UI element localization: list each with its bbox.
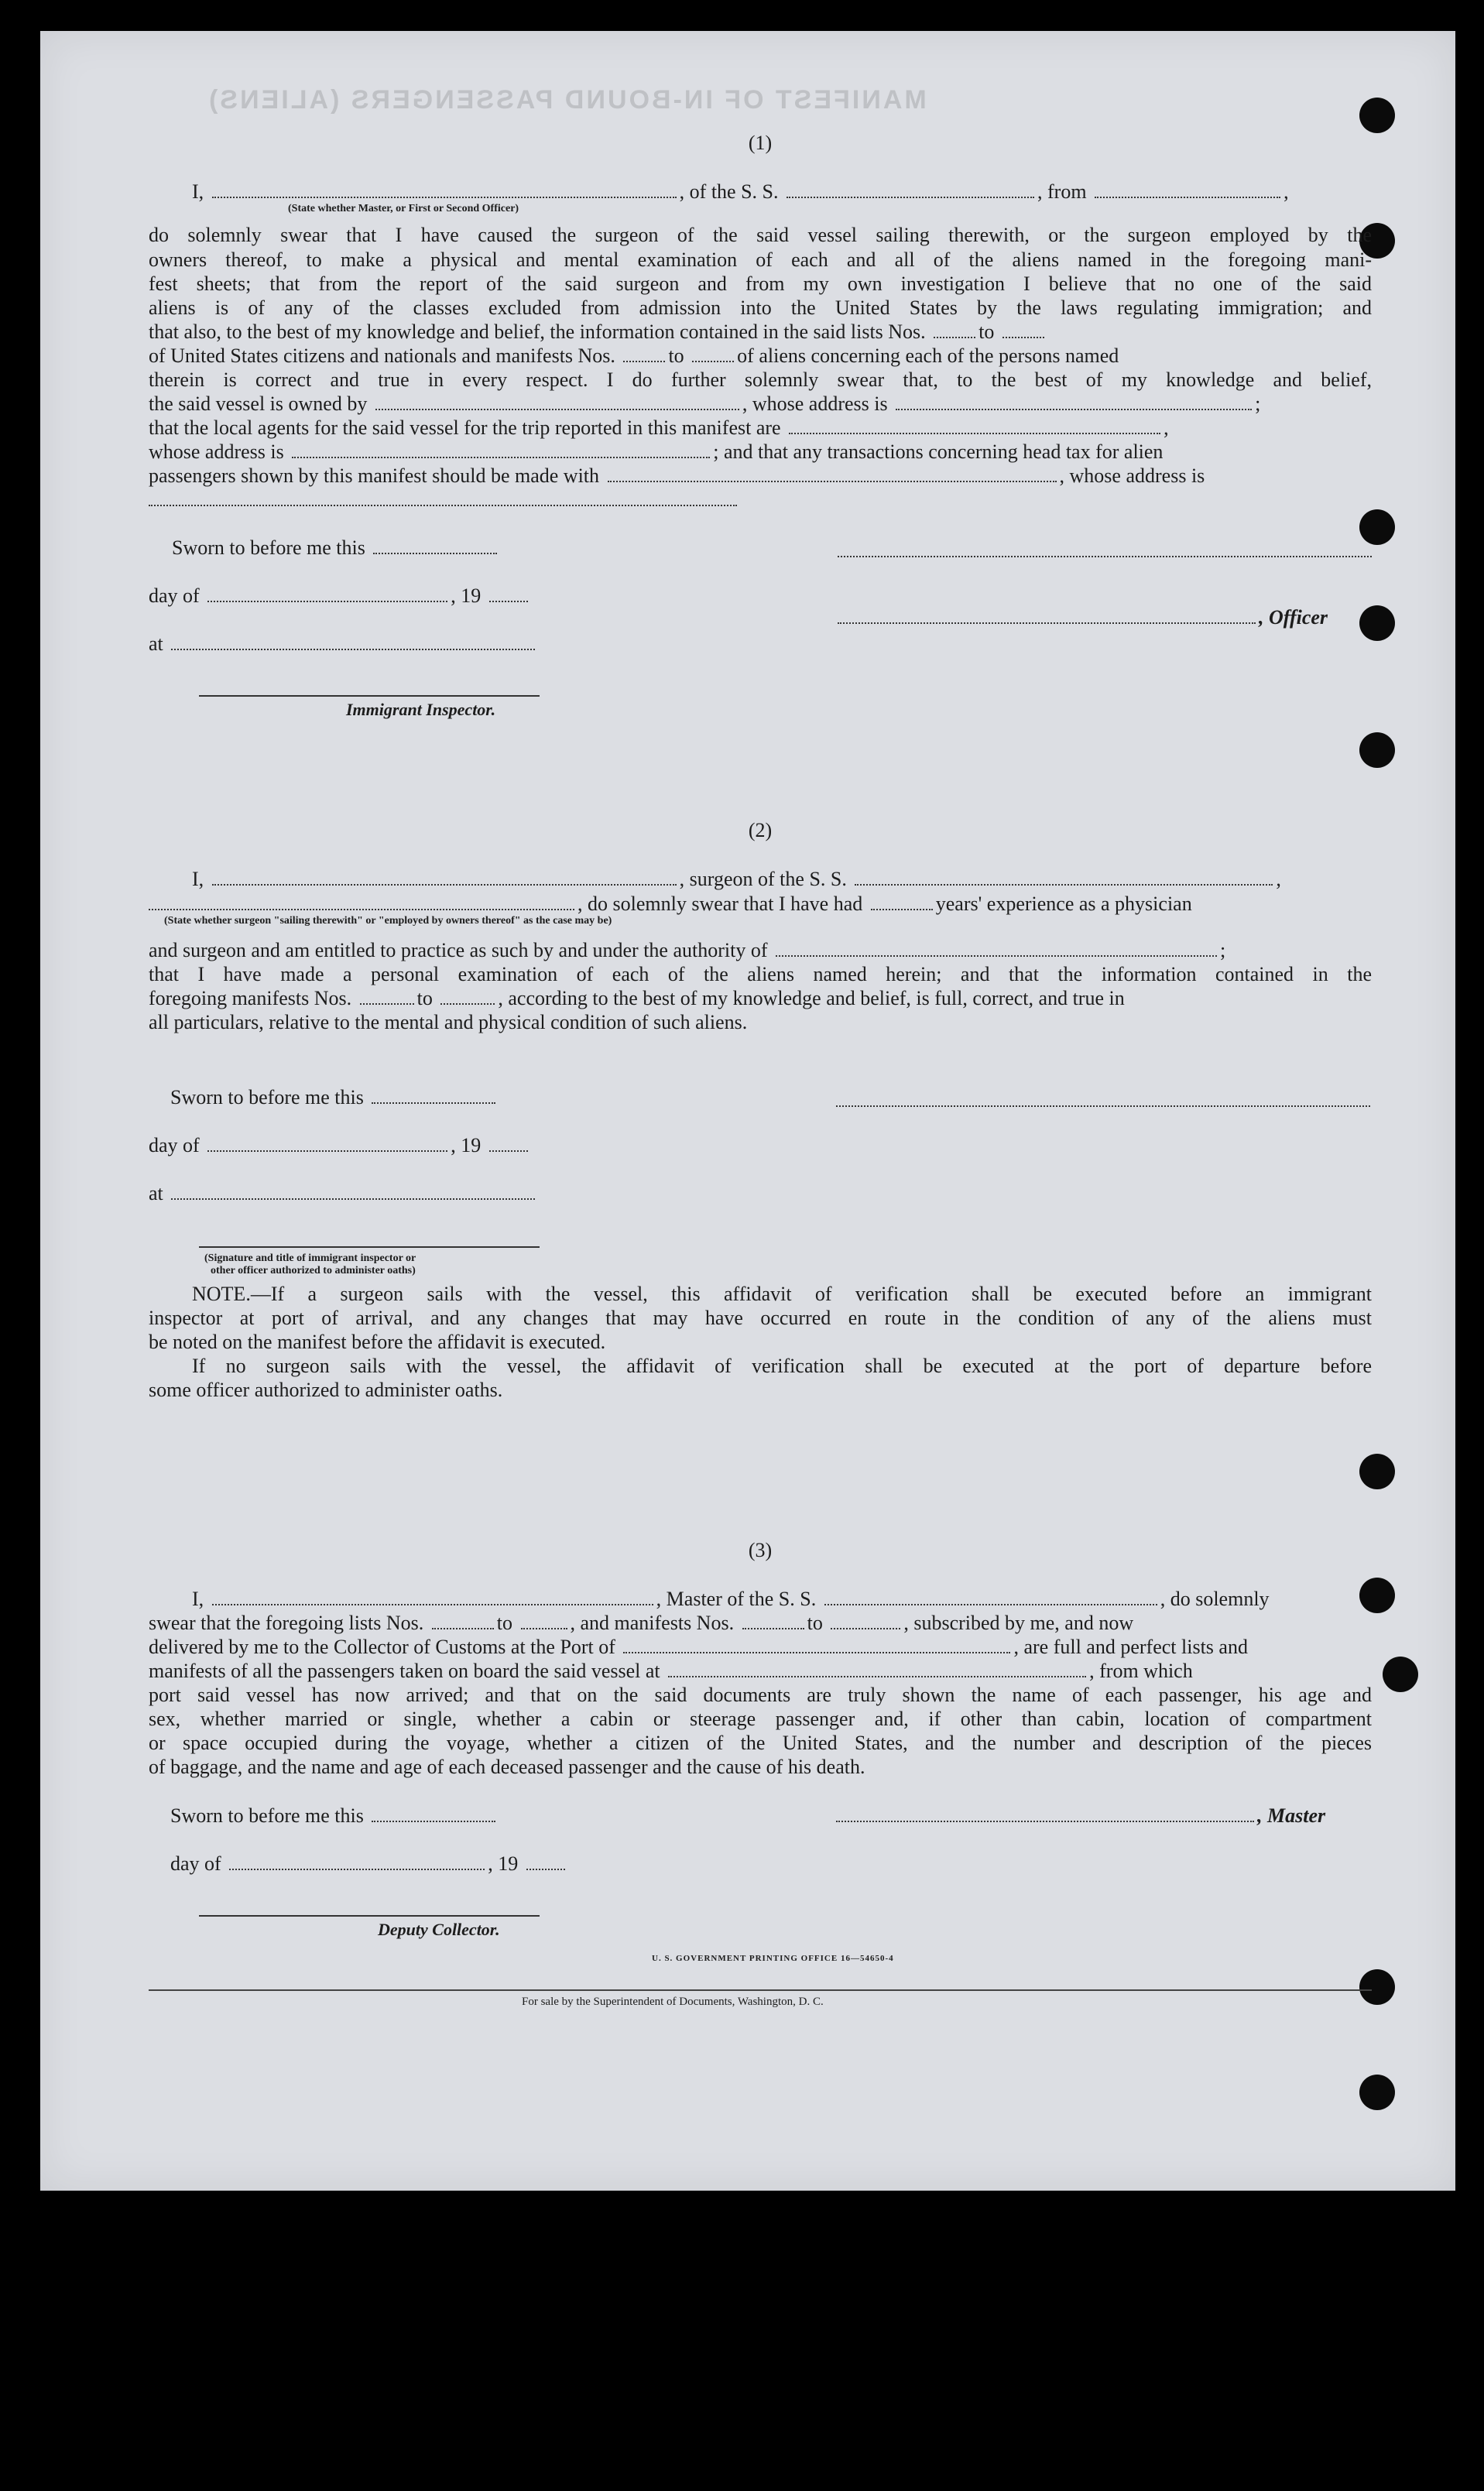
s2-line-2: , do solemnly swear that I have had years' experience as a physician xyxy=(149,892,1372,917)
bleed-through-text: MANIFEST OF IN-BOUND PASSENGERS (ALIENS) xyxy=(207,85,927,115)
s1-line-9: the said vessel is owned by , whose address is ; xyxy=(149,392,1261,415)
s3-line-8: of baggage, and the name and age of each deceased passenger and the cause of his death. xyxy=(149,1756,865,1778)
s1-line-11: whose address is ; and that any transactions concerning head tax for alien xyxy=(149,440,1164,463)
printer-imprint: U. S. GOVERNMENT PRINTING OFFICE 16—54650-4 xyxy=(652,1954,894,1963)
s2-hint: (State whether surgeon "sailing therewith" or "employed by owners thereof" as the case may be) xyxy=(164,915,612,927)
s2-inspector-line xyxy=(199,1246,540,1248)
s3-line-3: delivered by me to the Collector of Customs at the Port of , are full and perfect lists and xyxy=(149,1636,1248,1658)
s1-line-10: that the local agents for the said vessel for the trip reported in this manifest are , xyxy=(149,416,1169,439)
s3-master: , Master xyxy=(836,1804,1325,1828)
s3-deputy-label: Deputy Collector. xyxy=(378,1920,500,1939)
s2-sig-hint-1: (Signature and title of immigrant inspector or xyxy=(204,1252,416,1264)
s1-inspector-label: Immigrant Inspector. xyxy=(346,700,496,719)
s1-line-5: aliens is of any of the classes excluded from admission into the United States by the laws regulating immigration; and xyxy=(149,296,1372,319)
s3-line-2: swear that the foregoing lists Nos. to , and manifests Nos. to , subscribed by me, and now xyxy=(149,1612,1134,1634)
s2-at: at xyxy=(149,1181,538,1206)
footer-rule xyxy=(149,1989,1372,1991)
s2-sworn: Sworn to before me this xyxy=(170,1085,499,1110)
s3-line-1: I, , Master of the S. S. , do solemnly xyxy=(192,1588,1270,1610)
s1-line-12: passengers shown by this manifest should be made with , whose address is xyxy=(149,464,1205,487)
s3-line-4: manifests of all the passengers taken on board the said vessel at , from which xyxy=(149,1660,1193,1682)
s2-line-3: and surgeon and am entitled to practice as such by and under the authority of ; xyxy=(149,939,1226,961)
s2-note-1: NOTE.—If a surgeon sails with the vessel, this affidavit of verification shall be executed before an immigrant xyxy=(192,1283,1372,1305)
s3-line-6: sex, whether married or single, whether a cabin or steerage passenger and, if other than cabin, location of compartment xyxy=(149,1708,1372,1730)
s1-day-of: day of , 19 xyxy=(149,584,531,608)
s2-line-4: that I have made a personal examination of each of the aliens named herein; and that the information contained in the xyxy=(149,963,1372,985)
form-body xyxy=(149,31,1372,2191)
s1-line-6: that also, to the best of my knowledge and belief, the information contained in the said lists Nos. to xyxy=(149,320,1372,344)
s1-sworn: Sworn to before me this xyxy=(172,536,500,560)
section-2-number: (2) xyxy=(748,819,773,841)
s2-day-of: day of , 19 xyxy=(149,1133,531,1158)
s2-note-5: some officer authorized to administer oaths. xyxy=(149,1379,503,1401)
s1-line-13 xyxy=(149,488,1372,512)
s1-signature-line xyxy=(838,556,1372,557)
s3-deputy-line xyxy=(199,1915,540,1917)
section-3-number: (3) xyxy=(748,1539,773,1561)
s2-line-6: all particulars, relative to the mental and physical condition of such aliens. xyxy=(149,1011,748,1033)
s2-note-2: inspector at port of arrival, and any changes that may have occurred en route in the condition of any of the aliens must xyxy=(149,1307,1372,1329)
punch-hole xyxy=(1383,1657,1418,1692)
section-1-number: (1) xyxy=(748,132,773,154)
sale-notice: For sale by the Superintendent of Documents, Washington, D. C. xyxy=(522,1996,824,2008)
s1-officer: , Officer xyxy=(838,605,1328,630)
s2-signature-line xyxy=(836,1105,1370,1107)
s2-line-1: I, , surgeon of the S. S. , xyxy=(192,868,1281,890)
s1-hint: (State whether Master, or First or Second Officer) xyxy=(288,203,519,214)
s3-sworn: Sworn to before me this xyxy=(170,1804,499,1828)
s3-line-5: port said vessel has now arrived; and that on the said documents are truly shown the name of each passenger, his age and xyxy=(149,1684,1372,1706)
s2-line-5: foregoing manifests Nos. to , according to the best of my knowledge and belief, is full, correct, and true in xyxy=(149,987,1125,1009)
s2-sig-hint-2: other officer authorized to administer oaths) xyxy=(211,1265,416,1276)
s3-day-of: day of , 19 xyxy=(170,1852,568,1876)
s1-at: at xyxy=(149,632,538,656)
s3-line-7: or space occupied during the voyage, whether a citizen of the United States, and the number and description of the pieces xyxy=(149,1732,1372,1754)
s1-line-2: do solemnly swear that I have caused the surgeon of the said vessel sailing therewith, or the surgeon employed by the xyxy=(149,224,1372,246)
s2-note-3: be noted on the manifest before the affidavit is executed. xyxy=(149,1331,606,1353)
document-page xyxy=(40,31,1455,2191)
s2-note-4: If no surgeon sails with the vessel, the affidavit of verification shall be executed at the port of departure before xyxy=(192,1355,1372,1377)
s1-line-8: therein is correct and true in every respect. I do further solemnly swear that, to the best of my knowledge and belief, xyxy=(149,368,1372,391)
s1-line-3: owners thereof, to make a physical and mental examination of each and all of the aliens named in the foregoing mani- xyxy=(149,248,1372,271)
s1-line-4: fest sheets; that from the report of the said surgeon and from my own investigation I believe that no one of the said xyxy=(149,272,1372,295)
s1-line-7: of United States citizens and nationals and manifests Nos. to of aliens concerning each of the persons named xyxy=(149,344,1119,367)
s1-inspector-line xyxy=(199,695,540,697)
s1-line-1: I, , of the S. S. , from , xyxy=(192,180,1289,203)
